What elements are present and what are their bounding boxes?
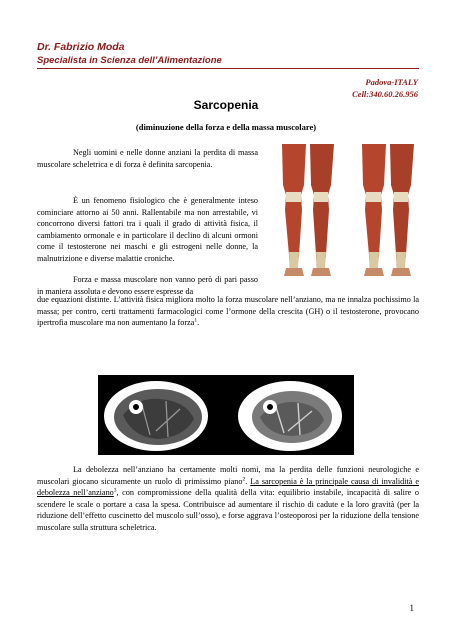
author-role: Specialista in Scienza dell’Alimentazione <box>37 55 222 66</box>
mri-section-young <box>104 381 208 451</box>
contact-block <box>352 76 418 100</box>
paragraph-1: Negli uomini e nelle donne anziani la perdita di massa muscolare scheletrica e di forza è definita sarcopenia. <box>37 148 258 169</box>
paragraph-4: La debolezza nell’anziano ha certamente molti nomi, ma la perdita delle funzioni neurologiche e muscolari giocano sicuramente un ruolo di primissimo piano$^2$. La sarcopenia è la principale causa di invalidità e debolezza nell’anziano$^3$, con compromissione della qualità della vita: equilibrio instabile, incapacità di salire o scendere le scale o portare a casa la spesa. Contribuisce ad aumentare il rischio di cadute e la loro gravità (per la riduzione dell’effetto cuscinetto del muscolo sull’osso), e forse aggrava l’osteoporosi per la riduzione della tensione muscolare sulla struttura scheletrica. <box>37 465 420 532</box>
page-subtitle: (diminuzione della forza e della massa muscolare) <box>135 122 317 132</box>
paragraph-3-start: Forza e massa muscolare non vanno però di pari passo in maniera assoluta e devono essere espresse da <box>37 275 258 296</box>
location: Padova-ITALY <box>365 77 418 87</box>
page-title: Sarcopenia <box>193 98 259 112</box>
header-rule <box>37 68 419 69</box>
page-number: 1 <box>409 603 414 613</box>
paragraph-2: È un fenomeno fisiologico che è generalmente inteso cominciare attorno ai 50 anni. Rallentabile ma non arrestabile, vi concorrono diversi fattori tra i quali il grado di attività fisica, il cambiamento ormonale e in particolare il declino di alcuni ormoni come il testosterone nei maschi e gli estrogeni nelle donne, la malnutrizione e diverse malattie croniche. <box>37 196 258 263</box>
leg-muscles-illustration <box>268 140 428 280</box>
mri-section-elderly <box>238 381 342 451</box>
thigh-mri-images <box>98 375 354 455</box>
paragraph-3-rest: due equazioni distinte. L’attività fisica migliora molto la forza muscolare nell’anziano, ma ne innalza pochissimo la massa; per contro, certi trattamenti farmacologici come l’ormone della crescita (GH) o il testosterone, provocano ipertrofia muscolare ma non aumentano la forza$^1$. <box>37 295 419 327</box>
underlined-statement: La sarcopenia è la principale causa di invalidità e debolezza nell’anziano <box>37 476 420 497</box>
author-name: Dr. Fabrizio Moda <box>37 41 125 53</box>
phone: Cell:340.60.26.956 <box>352 89 418 99</box>
